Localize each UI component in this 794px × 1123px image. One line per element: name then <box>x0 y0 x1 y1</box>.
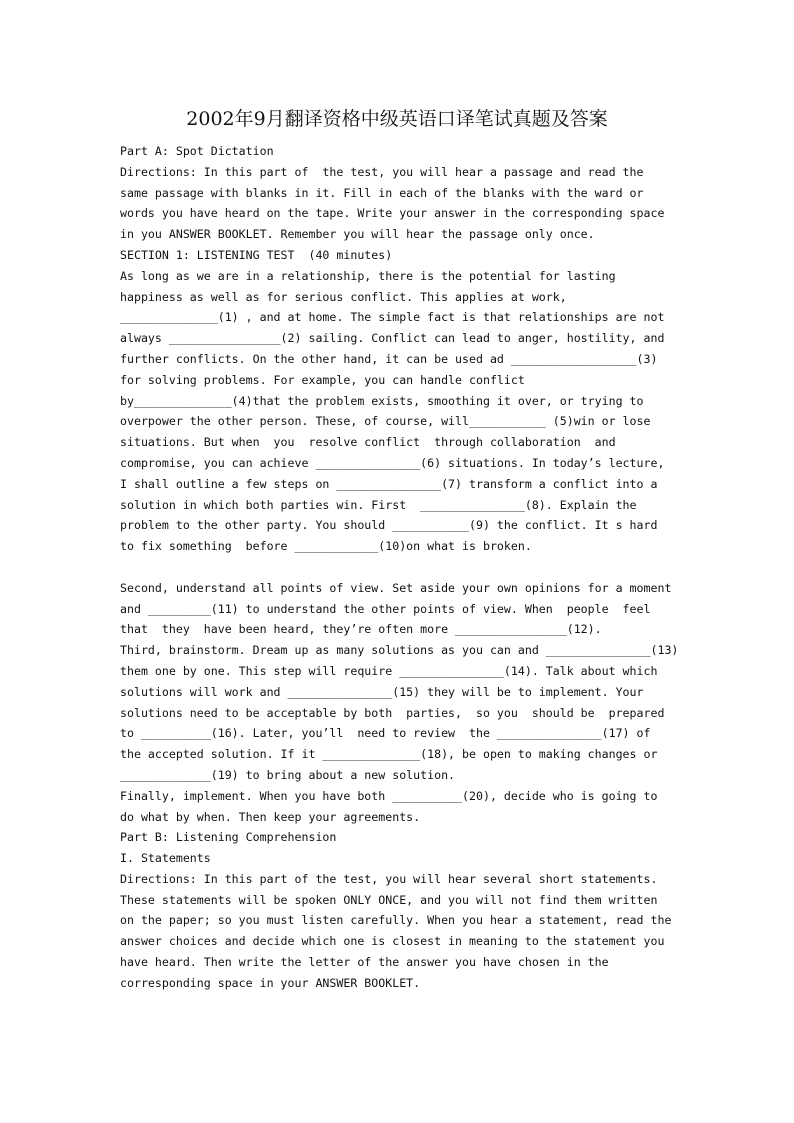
text-line: always ________________(2) sailing. Conflict can lead to anger, hostility, and <box>120 331 665 346</box>
text-line: on the paper; so you must listen carefully. When you hear a statement, read the <box>120 913 672 928</box>
text-line: SECTION 1: LISTENING TEST (40 minutes) <box>120 247 393 262</box>
text-line: happiness as well as for serious conflict. This applies at work, <box>120 289 567 304</box>
text-line: to fix something before ____________(10)on what is broken. <box>120 539 532 554</box>
text-line: the accepted solution. If it ______________(18), be open to making changes or <box>120 747 658 762</box>
text-line: These statements will be spoken ONLY ONCE, and you will not find them written <box>120 892 658 907</box>
text-line: and _________(11) to understand the other points of view. When people feel <box>120 601 651 616</box>
text-line: Part B: Listening Comprehension <box>120 830 337 845</box>
text-line: further conflicts. On the other hand, it can be used ad __________________(3) <box>120 351 658 366</box>
text-line: problem to the other party. You should ___________(9) the conflict. It s hard <box>120 518 658 533</box>
text-line: in you ANSWER BOOKLET. Remember you will hear the passage only once. <box>120 227 595 242</box>
text-line: As long as we are in a relationship, there is the potential for lasting <box>120 268 616 283</box>
text-line: Directions: In this part of the test, you will hear a passage and read the <box>120 164 644 179</box>
text-line: Part A: Spot Dictation <box>120 144 274 158</box>
text-line: do what by when. Then keep your agreements. <box>120 809 421 824</box>
text-line: Third, brainstorm. Dream up as many solutions as you can and _______________(13) <box>120 643 679 658</box>
text-line: solutions need to be acceptable by both parties, so you should be prepared <box>120 705 665 720</box>
text-line: answer choices and decide which one is closest in meaning to the statement you <box>120 934 665 949</box>
document-title: 2002年9月翻译资格中级英语口译笔试真题及答案 <box>186 108 608 130</box>
text-line: solution in which both parties win. First _______________(8). Explain the <box>120 497 637 512</box>
paragraph-gap <box>120 557 680 578</box>
text-line: ______________(1) , and at home. The simple fact is that relationships are not <box>120 310 665 325</box>
text-line: situations. But when you resolve conflict through collaboration and <box>120 435 616 450</box>
text-line: overpower the other person. These, of course, will___________ (5)win or lose <box>120 414 651 429</box>
text-line: them one by one. This step will require _______________(14). Talk about which <box>120 663 658 678</box>
text-line: compromise, you can achieve _______________(6) situations. In today’s lecture, <box>120 455 665 470</box>
text-line: by______________(4)that the problem exists, smoothing it over, or trying to <box>120 393 644 408</box>
text-line: that they have been heard, they’re often more ________________(12). <box>120 622 602 637</box>
document-body <box>120 141 680 994</box>
text-line: words you have heard on the tape. Write your answer in the corresponding space <box>120 206 665 221</box>
text-line: corresponding space in your ANSWER BOOKLET. <box>120 975 421 990</box>
text-line: for solving problems. For example, you can handle conflict <box>120 372 525 387</box>
text-line: to __________(16). Later, you’ll need to review the _______________(17) of <box>120 726 651 741</box>
text-line: I shall outline a few steps on _______________(7) transform a conflict into a <box>120 476 658 491</box>
text-line: Finally, implement. When you have both __________(20), decide who is going to <box>120 788 658 803</box>
text-line: Second, understand all points of view. Set aside your own opinions for a moment <box>120 580 672 595</box>
text-line: same passage with blanks in it. Fill in each of the blanks with the ward or <box>120 185 644 200</box>
text-line: I. Statements <box>120 851 211 866</box>
text-line: have heard. Then write the letter of the answer you have chosen in the <box>120 955 609 970</box>
text-line: _____________(19) to bring about a new solution. <box>120 767 456 782</box>
text-line: solutions will work and _______________(15) they will be to implement. Your <box>120 684 644 699</box>
text-line: Directions: In this part of the test, you will hear several short statements. <box>120 871 658 886</box>
